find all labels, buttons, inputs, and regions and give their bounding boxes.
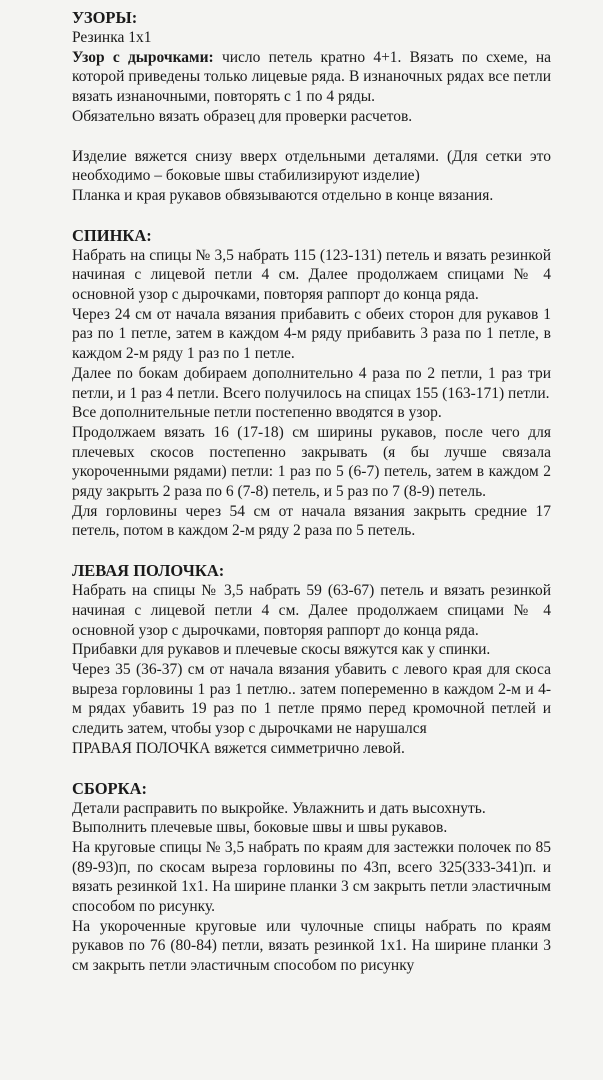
assembly-paragraph: На укороченные круговые или чулочные спицы набрать по краям рукавов по 76 (80-84) петли, вязать резинкой 1х1. На ширине планки 3 см закрыть петли эластичным способом по рисунку — [72, 917, 551, 975]
back-section — [72, 226, 551, 542]
right-front-note: ПРАВАЯ ПОЛОЧКА вяжется симметрично левой. — [72, 739, 405, 757]
notes-section — [72, 147, 551, 206]
sample-note: Обязательно вязать образец для проверки расчетов. — [72, 107, 413, 125]
left-front-paragraph: Через 35 (36-37) см от начала вязания убавить с левого края для скоса выреза горловины 1 раз 1 петлю.. затем попеременно в каждом 2-м и 4-м рядах убавить 19 раз по 1 петле прямо перед кромочной петлей и следить затем, чтобы узор с дырочками не нарушался — [72, 660, 551, 738]
lace-pattern-text: число петель кратно 4+1. Вязать по схеме, на которой приведены только лицевые ряда. В изнаночных рядах все петли вязать изнаночными, повторять с 1 по 4 ряды. — [72, 48, 551, 106]
back-heading: СПИНКА: — [72, 225, 152, 245]
spacer — [72, 206, 551, 226]
left-front-heading: ЛЕВАЯ ПОЛОЧКА: — [72, 561, 225, 581]
back-paragraph: Далее по бокам добираем дополнительно 4 раза по 2 петли, 1 раз три петли, и 1 раз 4 петли. Всего получилось на спицах 155 (163-171) петли. — [72, 364, 551, 402]
assembly-section — [72, 779, 551, 976]
assembly-heading: СБОРКА: — [72, 778, 147, 798]
lace-pattern-label: Узор с дырочками: — [72, 48, 214, 66]
spacer — [72, 127, 551, 147]
left-front-paragraph: Прибавки для рукавов и плечевые скосы вяжутся как у спинки. — [72, 641, 491, 659]
assembly-paragraph: Детали расправить по выкройке. Увлажнить и дать высохнуть. — [72, 799, 486, 817]
back-paragraph: Набрать на спицы № 3,5 набрать 115 (123-131) петель и вязать резинкой начиная с лицевой петли 4 см. Далее продолжаем спицами № 4 основной узор с дырочками, повторяя раппорт до конца ряда. — [72, 246, 551, 304]
lace-pattern — [72, 48, 551, 107]
patterns-section — [72, 8, 551, 127]
back-paragraph: Для горловины через 54 см от начала вязания закрыть средние 17 петель, потом в каждом 2-м ряду 2 раза по 5 петель. — [72, 502, 551, 540]
patterns-heading: УЗОРЫ: — [72, 8, 138, 27]
assembly-paragraph: На круговые спицы № 3,5 набрать по краям для застежки полочек по 85 (89-93)п, по скосам выреза горловины по 43п, всего 325(333-341)п. и вязать резинкой 1х1. На ширине планки 3 см закрыть петли эластичным способом по рисунку. — [72, 838, 551, 916]
rib-pattern: Резинка 1х1 — [72, 29, 152, 46]
assembly-paragraph: Выполнить плечевые швы, боковые швы и швы рукавов. — [72, 819, 448, 837]
construction-note: Изделие вяжется снизу вверх отдельными деталями. (Для сетки это необходимо – боковые швы стабилизируют изделие) — [72, 147, 551, 185]
edging-note: Планка и края рукавов обвязываются отдельно в конце вязания. — [72, 186, 494, 204]
spacer — [72, 541, 551, 561]
spacer — [72, 759, 551, 779]
back-paragraph: Продолжаем вязать 16 (17-18) см ширины рукавов, после чего для плечевых скосов постепенно закрывать (я бы лучше связала укороченными рядами) петли: 1 раз по 5 (6-7) петель, затем в каждом 2 ряду закрыть 2 раза по 6 (7-8) петель, и 5 раз по 7 (8-9) петель. — [72, 423, 551, 501]
back-paragraph: Все дополнительные петли постепенно вводятся в узор. — [72, 404, 442, 422]
back-paragraph: Через 24 см от начала вязания прибавить с обеих сторон для рукавов 1 раз по 1 петле, затем в каждом 4-м ряду прибавить 3 раза по 1 петле, в каждом 2-м ряду 1 раз по 1 петле. — [72, 305, 551, 363]
left-front-section — [72, 561, 551, 758]
left-front-paragraph: Набрать на спицы № 3,5 набрать 59 (63-67) петель и вязать резинкой начиная с лицевой петли 4 см. Далее продолжаем спицами № 4 основной узор с дырочками, повторяя раппорт до конца ряда. — [72, 582, 551, 639]
